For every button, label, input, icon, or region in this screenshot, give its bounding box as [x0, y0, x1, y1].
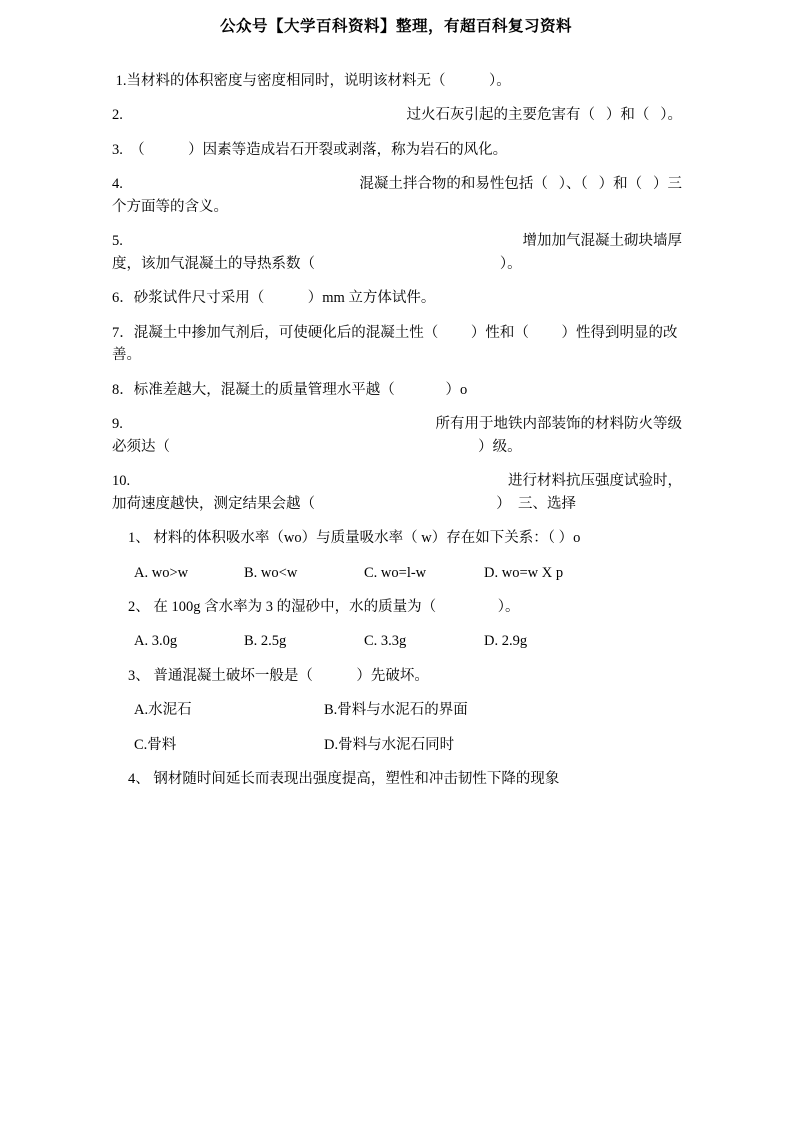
watermark-header: 公众号【大学百科资料】整理，有超百科复习资料: [219, 18, 572, 35]
choice-stem: 1、 材料的体积吸水率（wo）与质量吸水率（ w）存在如下关系：（ ）o: [128, 530, 581, 547]
question-text: 过火石灰引起的主要危害有（ ）和（ ）。: [406, 107, 682, 124]
question-text-continued: 必须达（ ）级。: [112, 438, 522, 455]
choice-options: [112, 630, 682, 652]
option-c[interactable]: C. 3.3g: [364, 633, 407, 650]
question-text: 3. （ ）因素等造成岩石开裂或剥落，称为岩石的风化。: [112, 141, 508, 158]
question-number: 2.: [112, 107, 123, 124]
question-item: [112, 230, 682, 275]
option-d[interactable]: D. wo=w X p: [484, 564, 564, 581]
option-a[interactable]: A. wo>w: [134, 564, 189, 581]
question-item: [112, 139, 682, 161]
choice-stem: 2、 在 100g 含水率为 3 的湿砂中，水的质量为（ ）。: [128, 598, 520, 615]
question-item: [112, 322, 682, 367]
question-text: 所有用于地铁内部装饰的材料防火等级: [435, 416, 682, 433]
question-number: 10.: [112, 473, 131, 490]
question-line: [112, 470, 682, 492]
question-number: 9.: [112, 416, 123, 433]
question-text: 6．砂浆试件尺寸采用（ ）mm 立方体试件。: [112, 290, 436, 307]
question-item: [112, 70, 682, 92]
choice-stem: 4、 钢材随时间延长而表现出强度提高，塑性和冲击韧性下降的现象: [128, 771, 560, 788]
question-item: [112, 104, 682, 126]
question-item: [112, 173, 682, 218]
question-text-continued: 度，该加气混凝土的导热系数（ ）。: [112, 255, 522, 272]
choice-question: [112, 527, 682, 549]
choice-options: [112, 562, 682, 584]
question-number: 4.: [112, 176, 123, 193]
option-c[interactable]: C. wo=l-w: [364, 564, 427, 581]
choice-stem: 3、 普通混凝土破坏一般是（ ）先破坏。: [128, 667, 429, 684]
question-text: 进行材料抗压强度试验时，: [508, 473, 682, 490]
question-text-continued: 加荷速度越快，测定结果会越（ ） 三、选择: [112, 495, 576, 512]
question-line: [112, 173, 682, 195]
question-item: [112, 470, 682, 515]
question-line: [112, 413, 682, 435]
question-line: [112, 104, 682, 126]
option-c[interactable]: C.骨料: [134, 736, 177, 753]
choice-question: [112, 665, 682, 687]
question-text: 混凝土拌合物的和易性包括（ ）、（ ）和（ ）三: [359, 176, 682, 193]
question-text: 增加加气混凝土砌块墙厚: [522, 233, 682, 250]
choice-options: [112, 699, 682, 721]
question-item: [112, 287, 682, 309]
question-text-continued: 善。: [112, 347, 141, 364]
question-text: 1.当材料的体积密度与密度相同时，说明该材料无（ ）。: [112, 73, 511, 89]
option-d[interactable]: D. 2.9g: [484, 633, 528, 650]
question-item: [112, 379, 682, 401]
choice-question: [112, 596, 682, 618]
question-text-continued: 个方面等的含义。: [112, 198, 228, 215]
option-d[interactable]: D.骨料与水泥石同时: [324, 736, 455, 753]
option-a[interactable]: A. 3.0g: [134, 633, 178, 650]
option-b[interactable]: B.骨料与水泥石的界面: [324, 702, 468, 719]
option-a[interactable]: A.水泥石: [134, 702, 192, 719]
question-number: 5.: [112, 233, 123, 250]
document-content: [112, 70, 682, 803]
question-item: [112, 413, 682, 458]
option-b[interactable]: B. wo<w: [244, 564, 298, 581]
question-text: 8．标准差越大，混凝土的质量管理水平越（ ）o: [112, 381, 468, 398]
choice-options: [112, 734, 682, 756]
option-b[interactable]: B. 2.5g: [244, 633, 287, 650]
choice-question: [112, 768, 682, 790]
question-line: [112, 230, 682, 252]
question-text: 7．混凝土中掺加气剂后，可使硬化后的混凝土性（ ）性和（ ）性得到明显的改: [112, 324, 678, 341]
